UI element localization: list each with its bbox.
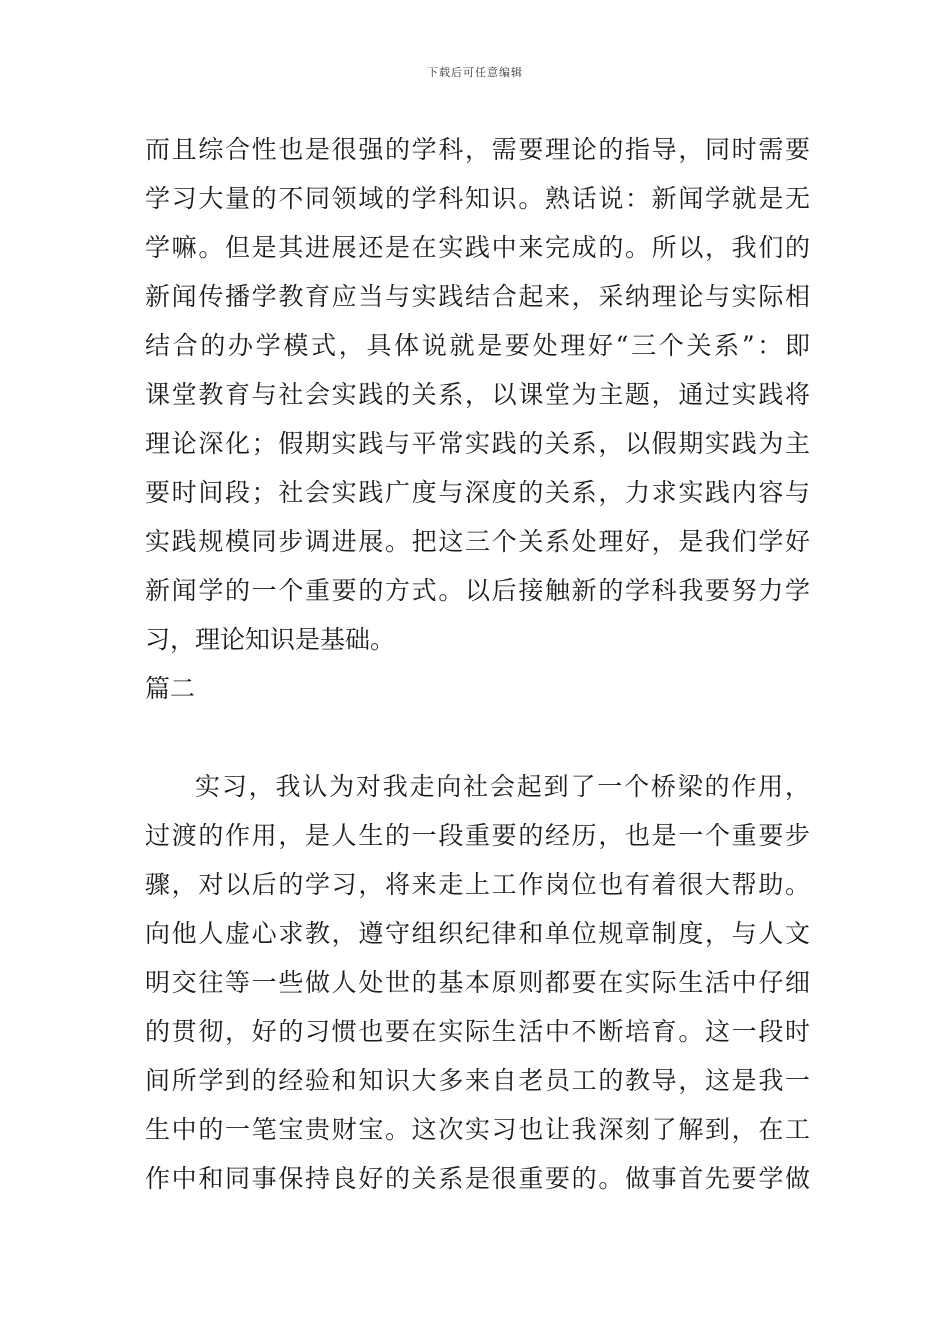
- text-line: 向他人虚心求教，遵守组织纪律和单位规章制度，与人文: [145, 919, 810, 948]
- text-line: 生中的一笔宝贵财宝。这次实习也让我深刻了解到，在工: [145, 1115, 810, 1144]
- body-text: [145, 125, 810, 1203]
- text-line: 实习，我认为对我走向社会起到了一个桥梁的作用，: [195, 772, 810, 801]
- text-line: 结合的办学模式，具体说就是要处理好“三个关系”：即: [145, 331, 810, 360]
- text-line: 的贯彻，好的习惯也要在实际生活中不断培育。这一段时: [145, 1017, 810, 1046]
- text-line: 新闻学的一个重要的方式。以后接触新的学科我要努力学: [145, 576, 810, 605]
- paragraph-2: [145, 762, 810, 1203]
- text-line: 习，理论知识是基础。: [145, 625, 396, 654]
- blank-line: [145, 713, 810, 762]
- text-line: 学习大量的不同领域的学科知识。熟话说：新闻学就是无: [145, 184, 810, 213]
- text-line: 而且综合性也是很强的学科，需要理论的指导，同时需要: [145, 135, 810, 164]
- text-line: 作中和同事保持良好的关系是很重要的。做事首先要学做: [145, 1164, 810, 1193]
- text-line: 新闻传播学教育应当与实践结合起来，采纳理论与实际相: [145, 282, 810, 311]
- text-line: 理论深化；假期实践与平常实践的关系，以假期实践为主: [145, 429, 810, 458]
- text-line: 间所学到的经验和知识大多来自老员工的教导，这是我一: [145, 1066, 810, 1095]
- paragraph-1: [145, 125, 810, 664]
- text-line: 课堂教育与社会实践的关系，以课堂为主题，通过实践将: [145, 380, 810, 409]
- section-heading: 篇二: [145, 674, 196, 703]
- text-line: 学嘛。但是其进展还是在实践中来完成的。所以，我们的: [145, 233, 810, 262]
- header-note: 下载后可任意编辑: [427, 66, 523, 79]
- text-line: 骤，对以后的学习，将来走上工作岗位也有着很大帮助。: [145, 870, 810, 899]
- text-line: 明交往等一些做人处世的基本原则都要在实际生活中仔细: [145, 968, 810, 997]
- text-line: 要时间段；社会实践广度与深度的关系，力求实践内容与: [145, 478, 810, 507]
- text-line: 实践规模同步调进展。把这三个关系处理好，是我们学好: [145, 527, 810, 556]
- text-line: 过渡的作用，是人生的一段重要的经历，也是一个重要步: [145, 821, 810, 850]
